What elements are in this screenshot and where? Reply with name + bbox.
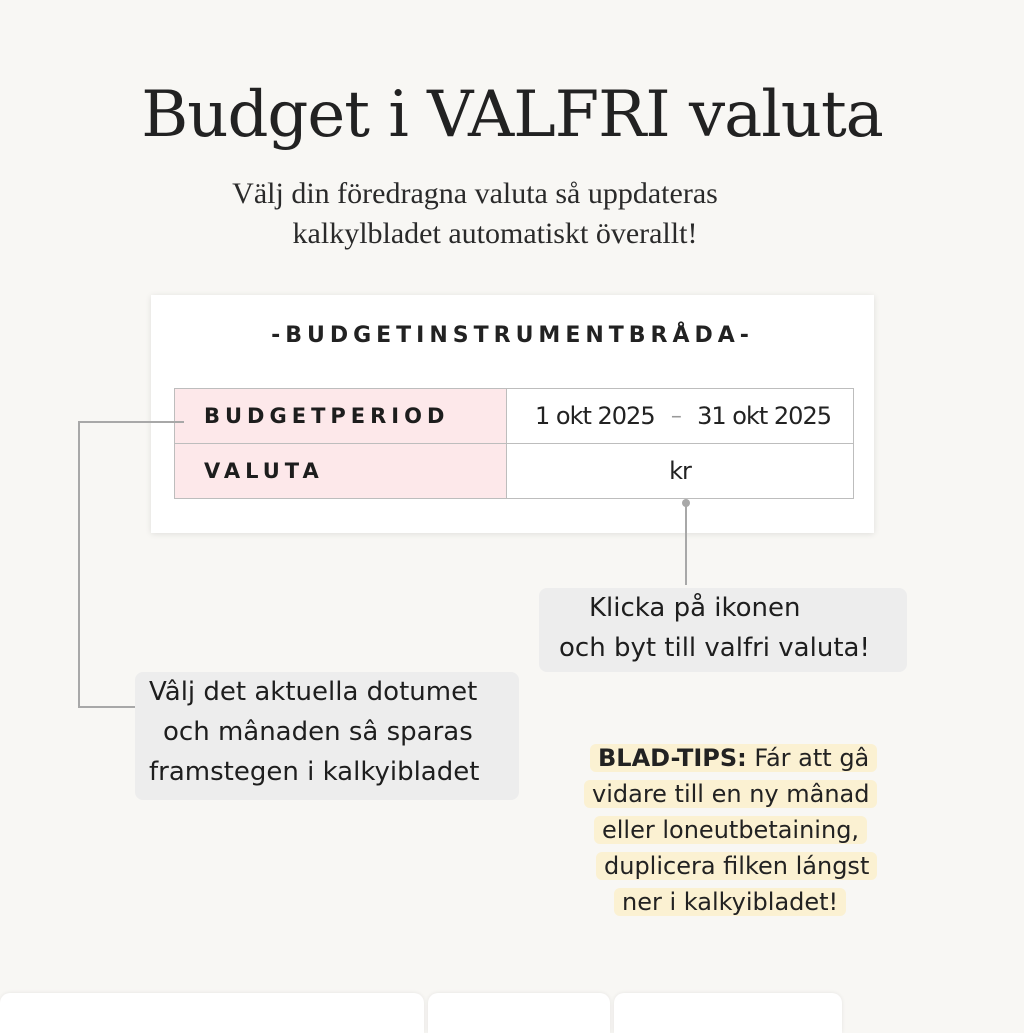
- sheet-tab-3[interactable]: [614, 993, 842, 1033]
- period-start-date[interactable]: 1 okt 2025: [535, 402, 655, 430]
- sheet-tab-1[interactable]: [0, 993, 424, 1033]
- table-row-currency: [175, 444, 854, 499]
- period-connector-horizontal: [78, 421, 184, 423]
- budget-dashboard-card: [151, 295, 874, 533]
- tips-line-5: ner i kalkyibladet!: [614, 888, 846, 916]
- subtitle-line-1: Välj din föredragna valuta så uppdateras: [232, 177, 718, 210]
- date-callout: [135, 672, 519, 800]
- callout-line: och byt till valfri valuta!: [559, 633, 870, 663]
- currency-icon-callout: [539, 588, 907, 672]
- dashboard-table: [174, 388, 854, 499]
- tips-label: BLAD-TIPS:: [598, 744, 747, 772]
- sheet-tips-note: [578, 740, 908, 920]
- table-row-period: [175, 389, 854, 444]
- budget-period-label: BUDGETPERIOD: [175, 389, 507, 444]
- period-end-date[interactable]: 31 okt 2025: [697, 402, 831, 430]
- period-connector-bottom: [78, 706, 136, 708]
- callout-line: framstegen i kalkyibladet: [149, 757, 480, 787]
- period-separator: –: [670, 403, 681, 429]
- callout-line: Klicka på ikonen: [589, 593, 801, 623]
- page-subtitle: [180, 174, 820, 254]
- sheet-tab-2[interactable]: [428, 993, 610, 1033]
- currency-connector-line: [685, 503, 687, 585]
- callout-line: och mânaden sâ sparas: [163, 717, 473, 747]
- subtitle-line-2: kalkylbladet automatiskt överallt!: [292, 217, 698, 250]
- period-connector-vertical: [78, 421, 80, 707]
- dashboard-heading: -BUDGETINSTRUMENTBRÅDA-: [271, 323, 754, 348]
- tips-line-4: duplicera filken lángst: [596, 852, 877, 880]
- callout-line: Vâlj det aktuella dotumet: [149, 677, 478, 707]
- tips-line-1: Fár att gâ: [746, 744, 870, 772]
- currency-select[interactable]: kr: [507, 444, 854, 499]
- tips-line-2: vidare till en ny mânad: [584, 780, 877, 808]
- tips-line-3: eller loneutbetaining,: [594, 816, 867, 844]
- page-title: Budget i VALFRI valuta: [141, 78, 883, 152]
- budget-period-cell[interactable]: [507, 389, 854, 444]
- currency-label: VALUTA: [175, 444, 507, 499]
